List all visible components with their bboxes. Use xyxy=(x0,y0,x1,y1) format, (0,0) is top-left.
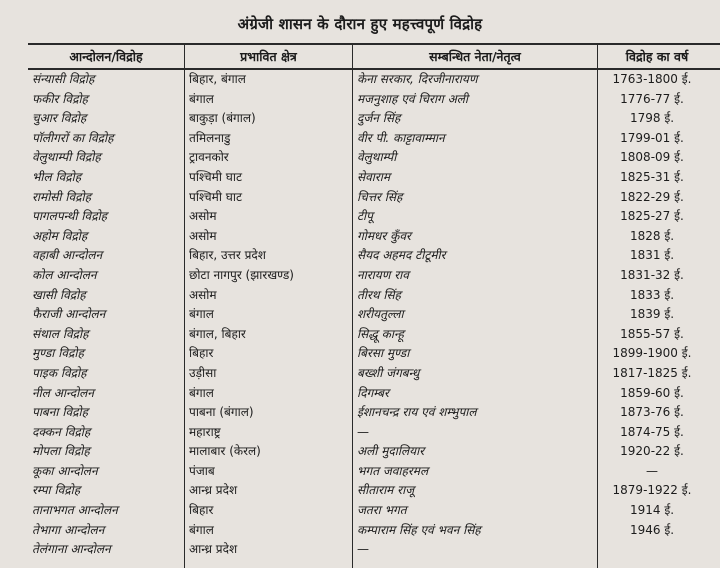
table-row xyxy=(0,129,720,149)
year-cell: 1833 ई. xyxy=(629,287,675,302)
year-cell: 1946 ई. xyxy=(629,522,675,537)
region-cell: बंगाल xyxy=(189,307,214,322)
leader-cell: नारायण राव xyxy=(357,267,409,282)
leader-cell: केना सरकार, दिरजीनारायण xyxy=(357,72,478,86)
region-cell: असोम xyxy=(189,209,217,224)
year-cell: 1855-57 ई. xyxy=(620,326,684,341)
table-row xyxy=(0,305,720,325)
table-row xyxy=(0,266,720,286)
table-row xyxy=(0,462,720,482)
movement-cell: फैराजी आन्दोलन xyxy=(32,307,106,322)
table-top-rule xyxy=(28,43,720,45)
leader-cell: कम्पाराम सिंह एवं भवन सिंह xyxy=(357,522,481,537)
table-row xyxy=(0,90,720,110)
movement-cell: मोपला विद्रोह xyxy=(32,444,90,459)
movement-cell: वहाबी आन्दोलन xyxy=(32,248,103,263)
region-cell: तमिलनाडु xyxy=(189,130,231,145)
region-cell: उड़ीसा xyxy=(189,365,217,380)
leader-cell: टीपू xyxy=(357,209,373,224)
leader-cell: बख्शी जंगबन्धु xyxy=(357,365,420,380)
table-row xyxy=(0,403,720,423)
table-row xyxy=(0,423,720,443)
year-cell: 1822-29 ई. xyxy=(620,189,684,204)
region-cell: बिहार xyxy=(189,346,214,361)
table-row xyxy=(0,168,720,188)
movement-cell: तानाभगत आन्दोलन xyxy=(32,503,118,518)
region-cell: मालाबार (केरल) xyxy=(189,444,261,459)
region-cell: ट्रावनकोर xyxy=(189,150,229,165)
year-cell: 1799-01 ई. xyxy=(620,130,684,145)
table-row xyxy=(0,109,720,129)
region-cell: पंजाब xyxy=(189,463,215,478)
header-movement: आन्दोलन/विद्रोह xyxy=(69,49,143,64)
leader-cell: सेवाराम xyxy=(357,169,391,184)
region-cell: पश्चिमी घाट xyxy=(189,169,242,184)
movement-cell: नील आन्दोलन xyxy=(32,385,94,400)
movement-cell: संथाल विद्रोह xyxy=(32,326,89,341)
movement-cell: पॉलीगरों का विद्रोह xyxy=(32,130,114,145)
leader-cell: सैयद अहमद टीटूमीर xyxy=(357,248,446,263)
year-cell: 1873-76 ई. xyxy=(620,405,684,420)
year-cell: 1920-22 ई. xyxy=(620,444,684,459)
year-cell: 1763-1800 ई. xyxy=(612,72,692,86)
region-cell: बंगाल xyxy=(189,522,214,537)
year-cell: 1914 ई. xyxy=(629,503,675,518)
year-cell: — xyxy=(646,463,658,478)
year-cell: 1825-31 ई. xyxy=(620,169,684,184)
header-region: प्रभावित क्षेत्र xyxy=(240,49,297,64)
table-row xyxy=(0,246,720,266)
region-cell: आन्ध्र प्रदेश xyxy=(189,483,238,498)
header-leader: सम्बन्धित नेता/नेतृत्व xyxy=(429,49,521,64)
year-cell: 1825-27 ई. xyxy=(620,209,684,224)
region-cell: बाकुड़ा (बंगाल) xyxy=(189,111,256,126)
movement-cell: रामोसी विद्रोह xyxy=(32,189,91,204)
table-row xyxy=(0,384,720,404)
movement-cell: पाबना विद्रोह xyxy=(32,405,88,420)
leader-cell: — xyxy=(357,424,369,439)
leader-cell: मजनुशाह एवं चिराग अली xyxy=(357,91,469,106)
year-cell: 1899-1900 ई. xyxy=(612,346,692,361)
table-row xyxy=(0,364,720,384)
leader-cell: दुर्जन सिंह xyxy=(357,111,401,126)
region-cell: बिहार, उत्तर प्रदेश xyxy=(189,248,266,263)
leader-cell: वेलुथाम्पी xyxy=(357,150,397,165)
table-row xyxy=(0,501,720,521)
movement-cell: पागलपन्थी विद्रोह xyxy=(32,209,108,224)
leader-cell: गोमधर कुँवर xyxy=(357,228,411,243)
region-cell: बंगाल, बिहार xyxy=(189,326,246,341)
table-row xyxy=(0,188,720,208)
page-title: अंग्रेजी शासन के दौरान हुए महत्त्वपूर्ण विद्रोह xyxy=(237,15,483,33)
year-cell: 1839 ई. xyxy=(629,307,675,322)
region-cell: छोटा नागपुर (झारखण्ड) xyxy=(189,267,294,282)
leader-cell: सीताराम राजू xyxy=(357,483,415,498)
movement-cell: वेलुथाम्पी विद्रोह xyxy=(32,150,101,165)
movement-cell: मुण्डा विद्रोह xyxy=(32,346,84,361)
leader-cell: भगत जवाहरमल xyxy=(357,463,429,478)
leader-cell: चित्तर सिंह xyxy=(357,189,403,204)
region-cell: महाराष्ट्र xyxy=(189,424,221,439)
region-cell: बंगाल xyxy=(189,91,214,106)
region-cell: बिहार xyxy=(189,503,214,518)
movement-cell: तेलंगाना आन्दोलन xyxy=(32,542,111,557)
table-row xyxy=(0,325,720,345)
table-row xyxy=(0,521,720,541)
year-cell: 1831 ई. xyxy=(629,248,675,263)
table-body xyxy=(0,70,720,560)
year-cell: 1798 ई. xyxy=(629,111,675,126)
movement-cell: अहोम विद्रोह xyxy=(32,228,88,243)
leader-cell: — xyxy=(357,542,369,557)
year-cell: 1828 ई. xyxy=(629,228,675,243)
table-row xyxy=(0,344,720,364)
movement-cell: संन्यासी विद्रोह xyxy=(32,72,95,86)
leader-cell: वीर पी. काट्टावाम्मान xyxy=(357,130,445,145)
table-row xyxy=(0,286,720,306)
year-cell: 1808-09 ई. xyxy=(620,150,684,165)
movement-cell: रम्पा विद्रोह xyxy=(32,483,81,498)
leader-cell: दिगम्बर xyxy=(357,385,389,400)
year-cell: 1831-32 ई. xyxy=(620,267,684,282)
header-year: विद्रोह का वर्ष xyxy=(625,49,689,64)
region-cell: आन्ध्र प्रदेश xyxy=(189,542,238,557)
leader-cell: सिद्धू कान्हू xyxy=(357,326,404,341)
leader-cell: ईशानचन्द्र राय एवं शम्भुपाल xyxy=(357,405,477,420)
year-cell: 1879-1922 ई. xyxy=(612,483,692,498)
leader-cell: जतरा भगत xyxy=(357,503,407,518)
region-cell: पश्चिमी घाट xyxy=(189,189,242,204)
year-cell: 1776-77 ई. xyxy=(620,91,684,106)
leader-cell: बिरसा मुण्डा xyxy=(357,346,410,361)
region-cell: बंगाल xyxy=(189,385,214,400)
movement-cell: कूका आन्दोलन xyxy=(32,463,98,478)
table-row xyxy=(0,481,720,501)
movement-cell: पाइक विद्रोह xyxy=(32,365,87,380)
movement-cell: तेभागा आन्दोलन xyxy=(32,522,105,537)
table-row xyxy=(0,227,720,247)
table-row xyxy=(0,540,720,560)
movement-cell: चुआर विद्रोह xyxy=(32,111,87,126)
leader-cell: शरीयतुल्ला xyxy=(357,307,404,322)
leader-cell: अली मुदालियार xyxy=(357,444,425,459)
table-row xyxy=(0,207,720,227)
table-row xyxy=(0,148,720,168)
movement-cell: खासी विद्रोह xyxy=(32,287,86,302)
movement-cell: भील विद्रोह xyxy=(32,169,82,184)
region-cell: असोम xyxy=(189,228,217,243)
leader-cell: तीरथ सिंह xyxy=(357,287,401,302)
movement-cell: कोल आन्दोलन xyxy=(32,267,97,282)
movement-cell: दक्कन विद्रोह xyxy=(32,424,91,439)
region-cell: असोम xyxy=(189,287,217,302)
year-cell: 1874-75 ई. xyxy=(620,424,684,439)
region-cell: पाबना (बंगाल) xyxy=(189,405,254,420)
region-cell: बिहार, बंगाल xyxy=(189,72,246,86)
movement-cell: फकीर विद्रोह xyxy=(32,91,88,106)
table-row xyxy=(0,442,720,462)
year-cell: 1859-60 ई. xyxy=(620,385,684,400)
year-cell: 1817-1825 ई. xyxy=(612,365,692,380)
table-row xyxy=(0,70,720,90)
